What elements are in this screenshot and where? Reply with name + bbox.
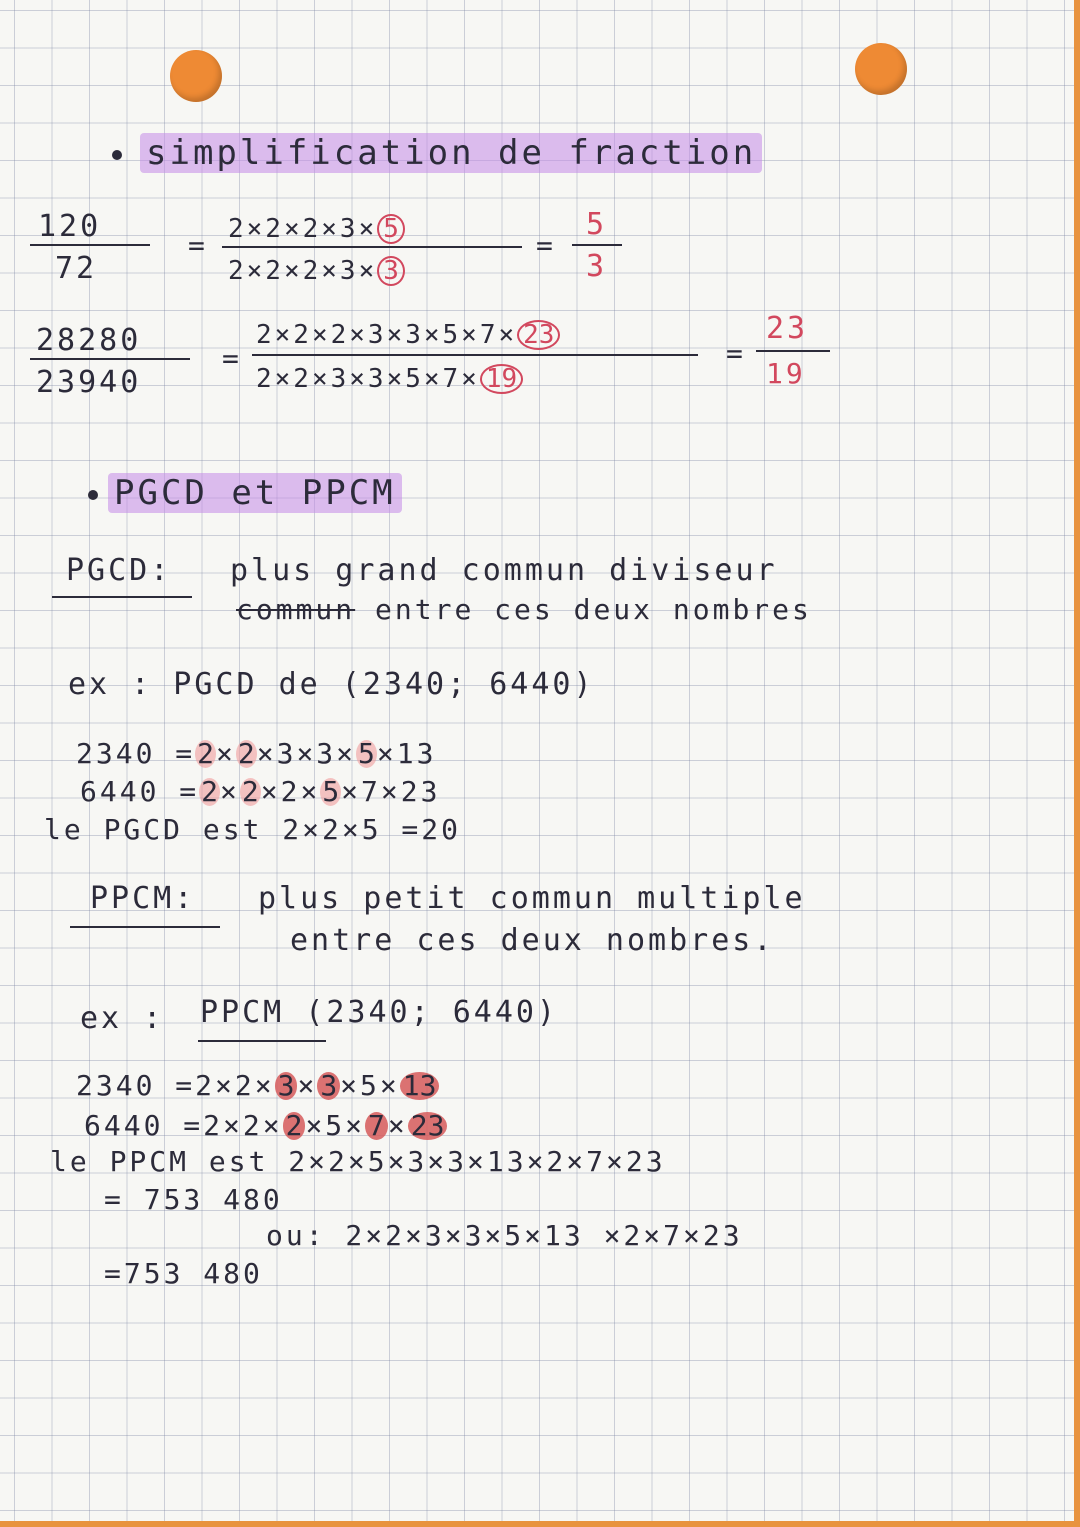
pgcd-term: PGCD: bbox=[66, 553, 172, 588]
fraction1-expanded-denominator: 2×2×2×3× 3 bbox=[228, 256, 405, 286]
fraction2-expanded-numerator: 2×2×2×3×3×5×7× 23 bbox=[256, 320, 560, 350]
ppcm-definition-line2: entre ces deux nombres. bbox=[290, 923, 775, 958]
binder-hole-right bbox=[855, 43, 907, 95]
equals-sign-1: = bbox=[188, 229, 208, 262]
ppcm-value-1: = 753 480 bbox=[104, 1183, 283, 1216]
bullet-pgcd-ppcm bbox=[88, 490, 98, 500]
ppcm-term: PPCM: bbox=[90, 881, 196, 916]
pgcd-factor-line2: 6440 =2×2×2×5×7×23 bbox=[80, 775, 441, 808]
pgcd-result: le PGCD est 2×2×5 =20 bbox=[44, 813, 462, 846]
ppcm-example-title: PPCM (2340; 6440) bbox=[200, 995, 559, 1030]
fraction1-result-numerator: 5 bbox=[586, 207, 608, 242]
fraction2-result-bar bbox=[756, 350, 830, 352]
pgcd-definition-line1: plus grand commun diviseur bbox=[230, 553, 778, 588]
ppcm-result: le PPCM est 2×2×5×3×3×13×2×7×23 bbox=[50, 1145, 666, 1178]
fraction1-numerator: 120 bbox=[38, 209, 102, 244]
ppcm-alternative: ou: 2×2×3×3×5×13 ×2×7×23 bbox=[266, 1219, 743, 1252]
ppcm-factor-line2: 6440 =2×2× 2 ×5× 7 × 23 bbox=[84, 1112, 447, 1140]
pgcd-example-title: ex : PGCD de (2340; 6440) bbox=[68, 667, 595, 702]
bullet-simplification bbox=[112, 150, 122, 160]
ppcm-example-underline bbox=[198, 1040, 326, 1042]
fraction1-result-bar bbox=[572, 244, 622, 246]
fraction2-numerator: 28280 bbox=[36, 323, 142, 358]
fraction1-expanded-bar bbox=[222, 246, 522, 248]
fraction2-bar bbox=[30, 358, 190, 360]
equals-sign-4: = bbox=[726, 337, 746, 370]
equals-sign-2: = bbox=[536, 229, 556, 262]
fraction2-result-numerator: 23 bbox=[766, 311, 809, 346]
ppcm-term-underline bbox=[70, 926, 220, 928]
fraction2-denominator: 23940 bbox=[36, 365, 142, 400]
ppcm-factor-line1: 2340 =2×2× 3 × 3 ×5× 13 bbox=[76, 1072, 439, 1100]
pgcd-definition-line2: commun entre ces deux nombres bbox=[236, 593, 812, 626]
ppcm-example-prefix: ex : bbox=[80, 1001, 165, 1036]
pgcd-term-underline bbox=[52, 596, 192, 598]
equals-sign-3: = bbox=[222, 342, 242, 375]
heading-simplification: simplification de fraction bbox=[140, 136, 762, 170]
fraction2-result-denominator: 19 bbox=[766, 357, 806, 390]
ppcm-definition-line1: plus petit commun multiple bbox=[258, 881, 806, 916]
pgcd-factor-line1: 2340 =2×2×3×3×5×13 bbox=[76, 737, 437, 770]
heading-pgcd-ppcm: PGCD et PPCM bbox=[108, 476, 402, 510]
fraction1-result-denominator: 3 bbox=[586, 249, 608, 284]
ppcm-value-2: =753 480 bbox=[104, 1257, 263, 1290]
fraction1-bar bbox=[30, 244, 150, 246]
fraction2-expanded-bar bbox=[252, 354, 698, 356]
binder-hole-left bbox=[170, 50, 222, 102]
fraction1-expanded-numerator: 2×2×2×3× 5 bbox=[228, 214, 405, 244]
fraction1-denominator: 72 bbox=[55, 251, 98, 286]
fraction2-expanded-denominator: 2×2×3×3×5×7× 19 bbox=[256, 364, 523, 394]
